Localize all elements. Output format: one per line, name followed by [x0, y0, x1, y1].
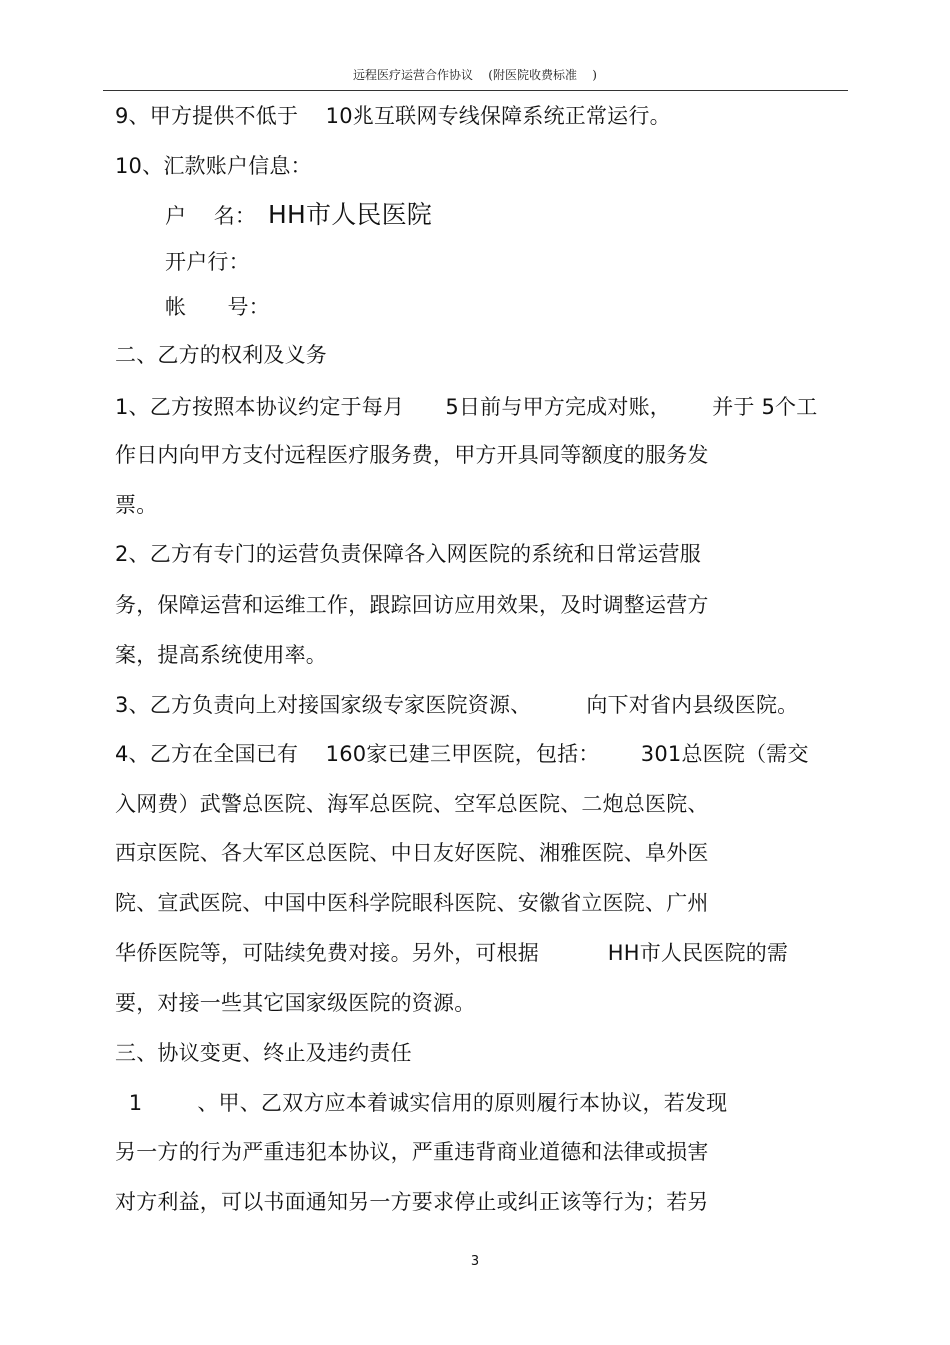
- page-number: 3: [470, 1254, 480, 1269]
- section-2-item-1-line-2: 作日内向甲方支付远程医疗服务费，甲方开具同等额度的服务发: [115, 443, 709, 467]
- section-2-item-4-line-5: 华侨医院等，可陆续免费对接。另外，可根据 HH市人民医院的需: [115, 941, 789, 965]
- section-3-heading: 三、协议变更、终止及违约责任: [115, 1041, 412, 1065]
- section-2-item-2-line-1: 2、乙方有专门的运营负责保障各入网医院的系统和日常运营服: [115, 542, 701, 566]
- section-2-heading: 二、乙方的权利及义务: [115, 343, 327, 367]
- section-3-item-1-line-1: 1 、甲、乙双方应本着诚实信用的原则履行本协议，若发现: [115, 1091, 728, 1115]
- section-2-item-4-line-2: 入网费）武警总医院、海军总医院、空军总医院、二炮总医院、: [115, 792, 709, 816]
- section-2-item-4-line-6: 要，对接一些其它国家级医院的资源。: [115, 991, 476, 1015]
- section-2-item-4-line-1: 4、乙方在全国已有 160家已建三甲医院，包括： 301总医院（需交: [115, 742, 809, 766]
- bank-label: 开户行：: [165, 250, 250, 274]
- section-2-item-4-line-3: 西京医院、各大军区总医院、中日友好医院、湘雅医院、阜外医: [115, 841, 709, 865]
- header-rule: [103, 90, 848, 91]
- section-2-item-1-line-1: 1、乙方按照本协议约定于每月 5日前与甲方完成对账， 并于 5个工: [115, 395, 818, 419]
- section-2-item-2-line-2: 务，保障运营和运维工作，跟踪回访应用效果，及时调整运营方: [115, 593, 709, 617]
- account-name-label: 户 名：: [165, 204, 257, 228]
- account-name-value: HH市人民医院: [268, 200, 432, 229]
- section-2-item-1-line-3: 票。: [115, 493, 158, 517]
- section-2-item-2-line-3: 案，提高系统使用率。: [115, 643, 327, 667]
- clause-10-heading: 10、汇款账户信息：: [115, 154, 312, 178]
- account-number-label: 帐 号：: [165, 295, 270, 319]
- section-2-item-3: 3、乙方负责向上对接国家级专家医院资源、 向下对省内县级医院。: [115, 693, 799, 717]
- section-3-item-1-line-3: 对方利益，可以书面通知另一方要求停止或纠正该等行为；若另: [115, 1190, 709, 1214]
- section-3-item-1-line-2: 另一方的行为严重违犯本协议，严重违背商业道德和法律或损害: [115, 1140, 709, 1164]
- section-2-item-4-line-4: 院、宣武医院、中国中医科学院眼科医院、安徽省立医院、广州: [115, 891, 709, 915]
- clause-9: 9、甲方提供不低于 10兆互联网专线保障系统正常运行。: [115, 104, 671, 128]
- page-header: 远程医疗运营合作协议 (附医院收费标准 ): [353, 68, 597, 82]
